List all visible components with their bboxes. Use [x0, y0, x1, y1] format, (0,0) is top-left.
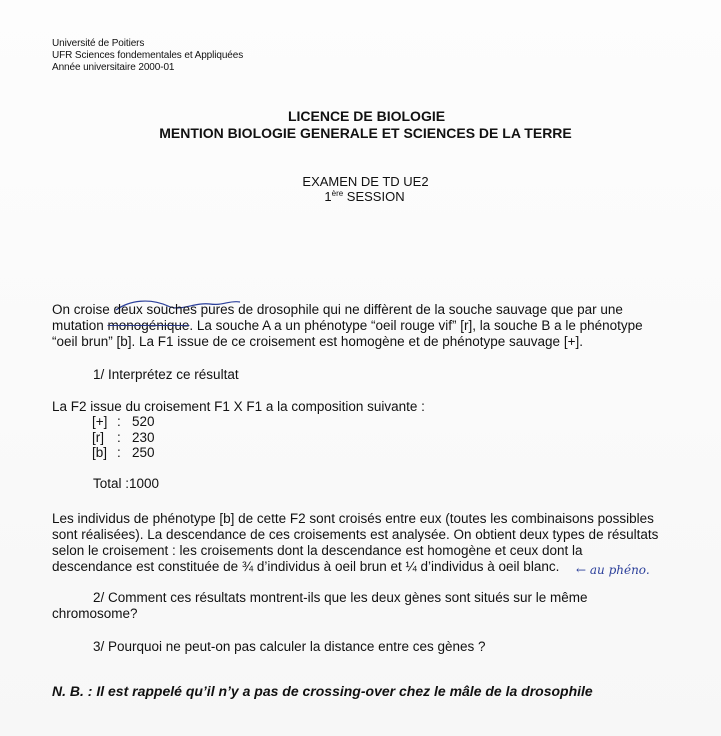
intro-paragraph: [52, 302, 643, 350]
degree-title: [0, 108, 721, 142]
separator: :: [117, 414, 121, 429]
cross-line2: sont réalisées). La descendance de ces croisements est analysée. On obtient deux types de résultats: [52, 527, 659, 542]
question-2-line2: chromosome?: [52, 606, 138, 621]
faculty-name: UFR Sciences fondementales et Appliquées: [52, 50, 244, 61]
exam-title: [0, 174, 721, 204]
phenotype-label: [r]: [92, 429, 104, 445]
exam-title-line1: EXAMEN DE TD UE2: [302, 174, 429, 189]
nota-bene: N. B. : Il est rappelé qu’il n’y a pas de crossing-over chez le mâle de la drosophile: [52, 683, 593, 699]
f2-intro: La F2 issue du croisement F1 X F1 a la composition suivante :: [52, 399, 425, 414]
question-3: 3/ Pourquoi ne peut-on pas calculer la distance entre ces gènes ?: [93, 639, 486, 654]
intro-line1: On croise deux souches pures de drosophile qui ne diffèrent de la souche sauvage que par une: [52, 302, 623, 317]
struck-word: monogénique: [107, 318, 190, 333]
session-number: 1: [324, 189, 332, 204]
separator: :: [117, 445, 121, 460]
phenotype-count: 250: [132, 445, 155, 460]
university-name: Université de Poitiers: [52, 38, 145, 49]
f2-total: Total :1000: [93, 476, 160, 491]
cross-line3: selon le croisement : les croisements dont la descendance est homogène et ceux dont la: [52, 543, 583, 558]
session-superscript: ère: [331, 189, 344, 198]
cross-line1: Les individus de phénotype [b] de cette F2 sont croisés entre eux (toutes les combinaisons possibles: [52, 511, 654, 526]
separator: :: [117, 429, 121, 445]
exam-session: [0, 189, 721, 204]
university-header: [52, 38, 243, 74]
session-word: SESSION: [343, 189, 405, 204]
phenotype-label: [+]: [92, 414, 108, 429]
phenotype-label: [b]: [92, 445, 108, 460]
question-1: 1/ Interprétez ce résultat: [93, 367, 239, 382]
phenotype-count: 520: [132, 414, 155, 429]
intro-line2-prefix: mutation: [52, 318, 108, 333]
handwritten-annotation: ← au phéno.: [576, 563, 650, 577]
intro-line3: “oeil brun” [b]. La F1 issue de ce croisement est homogène et de phénotype sauvage [+].: [52, 334, 583, 349]
phenotype-count: 230: [132, 429, 155, 445]
cross-line4: descendance est constituée de ¾ d’individus à oeil brun et ¼ d’individus à oeil blanc.: [52, 559, 560, 574]
question-2-line1: 2/ Comment ces résultats montrent-ils que les deux gènes sont situés sur le même: [93, 590, 588, 605]
degree-title-line2: MENTION BIOLOGIE GENERALE ET SCIENCES DE LA TERRE: [159, 125, 572, 141]
cross-description: [52, 511, 658, 575]
academic-year: Année universitaire 2000-01: [52, 62, 175, 73]
degree-title-line1: LICENCE DE BIOLOGIE: [287, 108, 446, 124]
intro-line2: [52, 318, 643, 334]
intro-line2-rest: . La souche A a un phénotype “oeil rouge vif” [r], la souche B a le phénotype: [189, 318, 643, 333]
